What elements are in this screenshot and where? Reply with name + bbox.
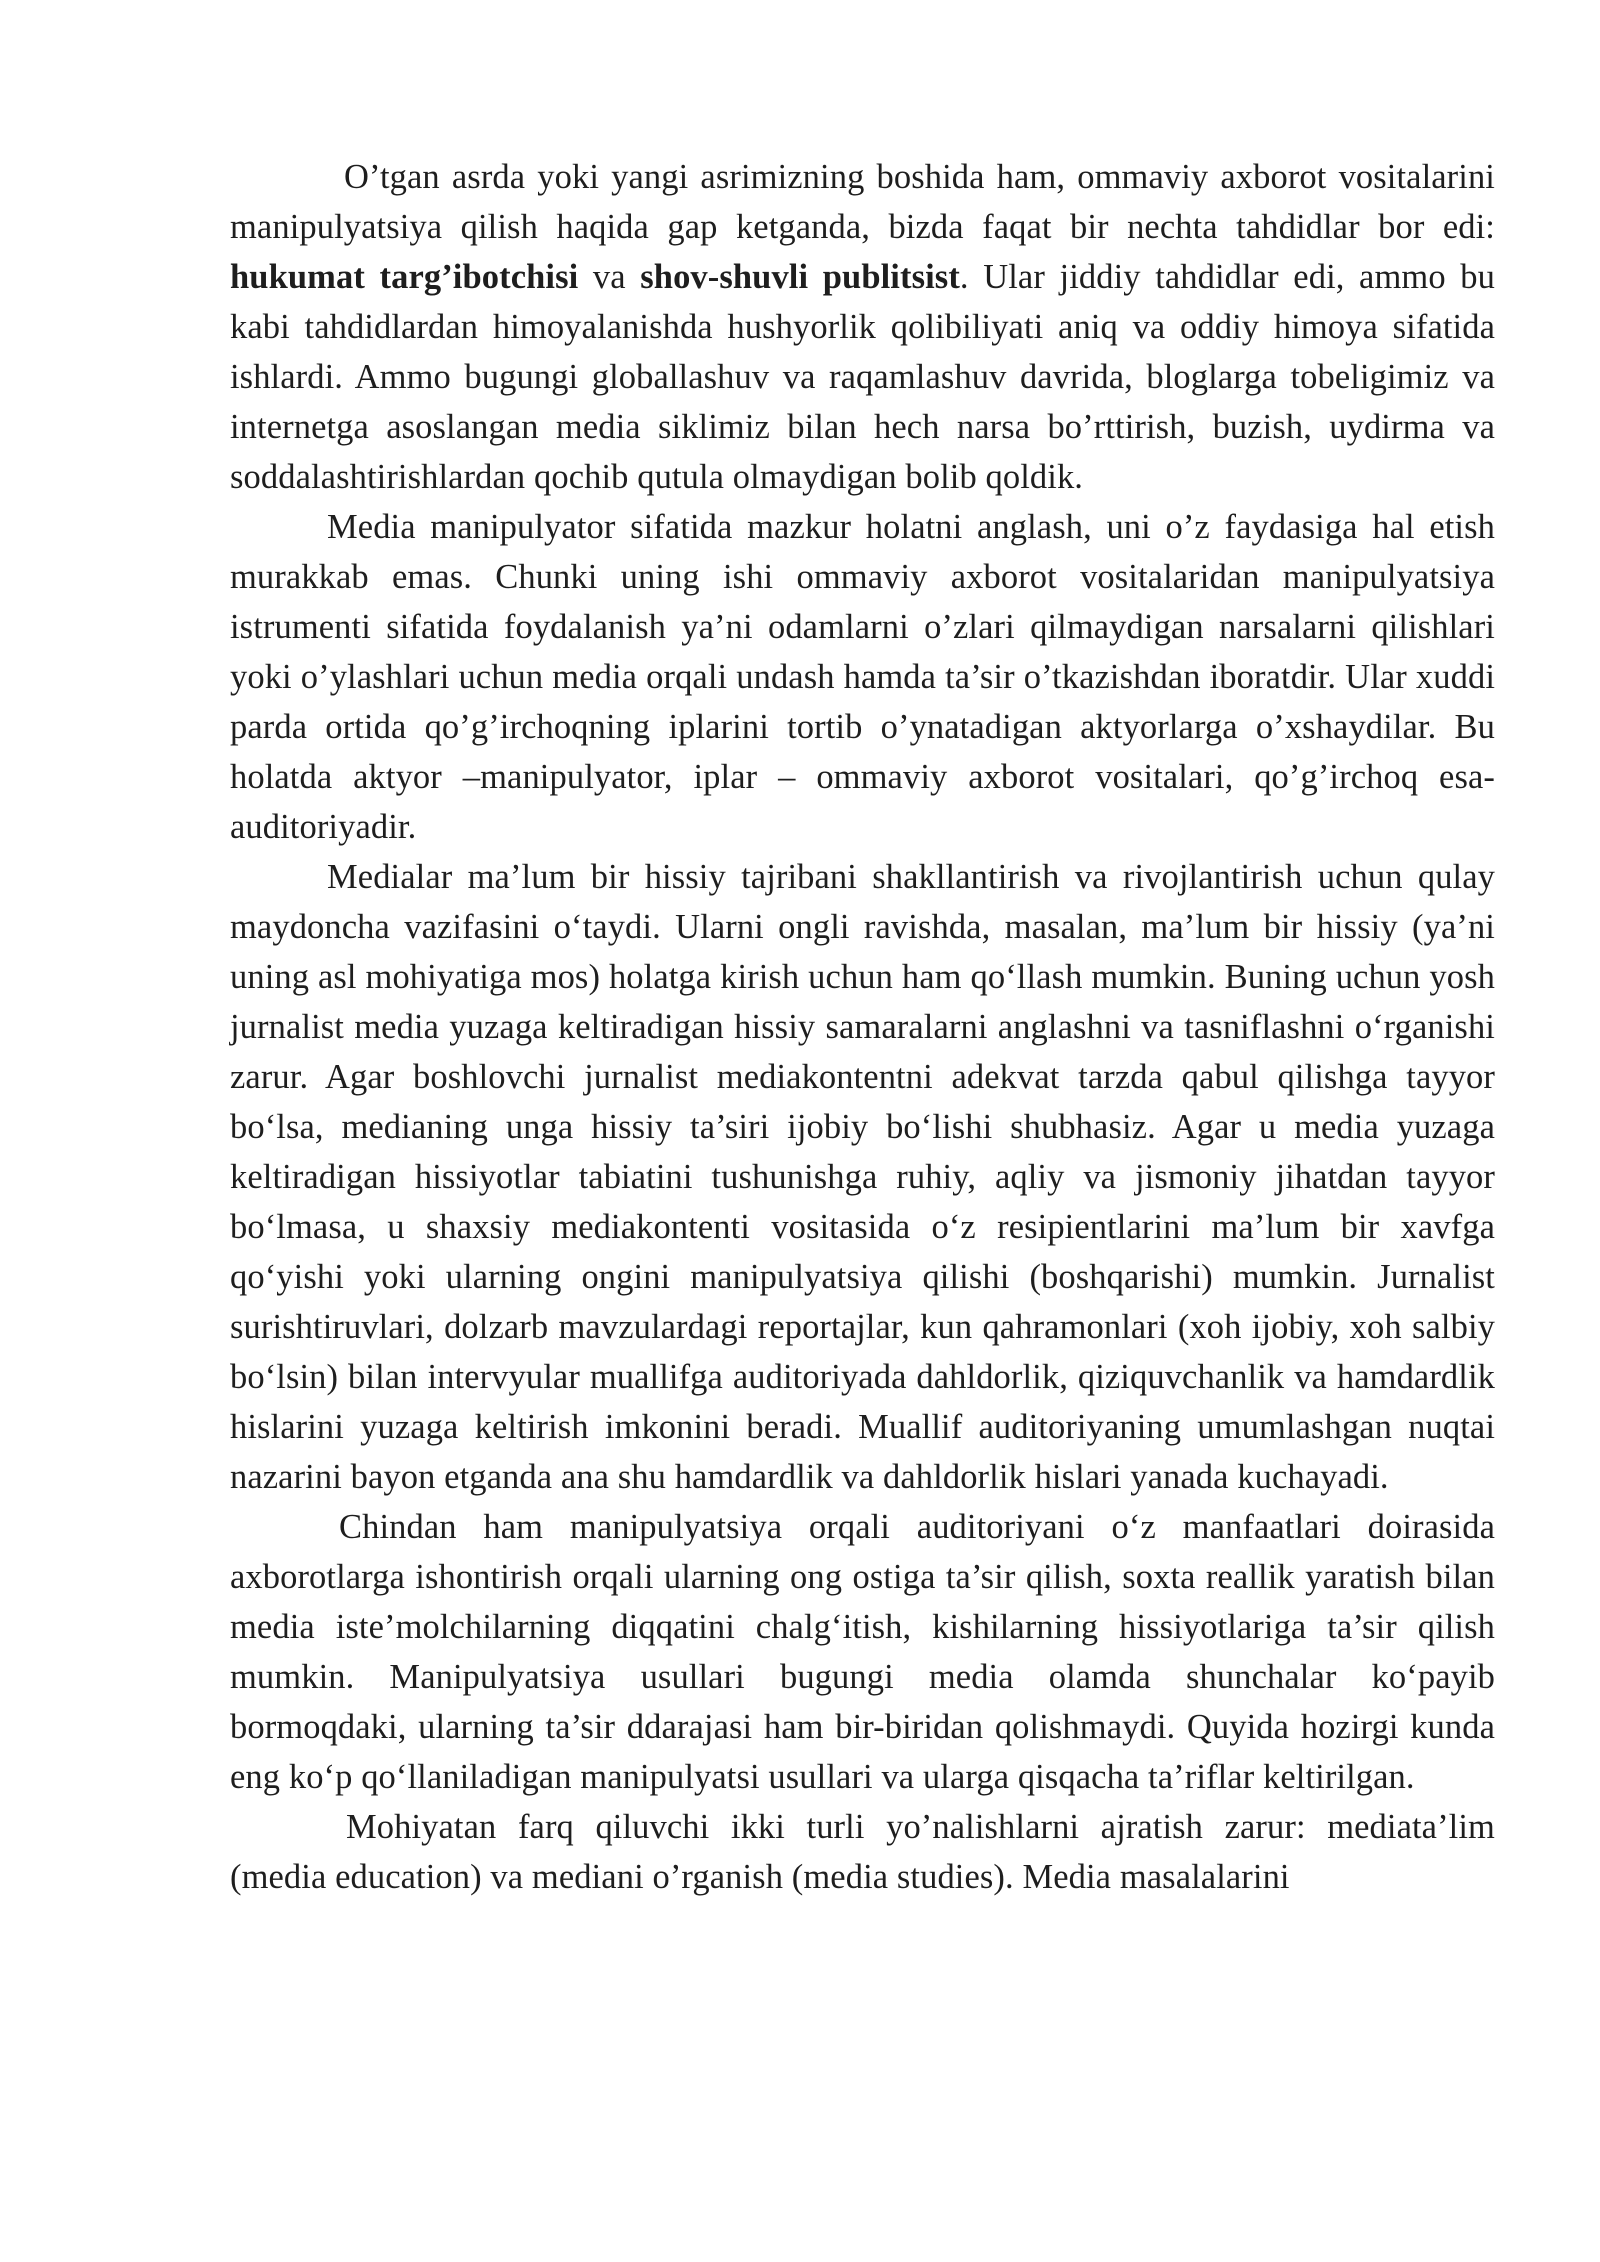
bold-term-government-propagandist: hukumat targ’ibotchisi — [230, 258, 579, 296]
bold-term-sensational-publicist: shov-shuvli publitsist — [640, 258, 960, 296]
paragraph-1-text-end: . Ular jiddiy tahdidlar edi, ammo bu kabi tahdidlardan himoyalanishda hushyorlik qolibiliyati aniq va oddiy himoya sifatida ishlardi. Ammo bugungi globallashuv va raqamlashuv davrida, bloglarga tobeligimiz va internetga asoslangan media siklimiz bilan hech narsa bo’rttirish, buzish, uydirma va soddalashtirishlardan qochib qutula olmaydigan bolib qoldik. — [230, 258, 1495, 496]
paragraph-1-text-start: O’tgan asrda yoki yangi asrimizning boshida ham, ommaviy axborot vositalarini manipulyatsiya qilish haqida gap ketganda, bizda faqat bir nechta tahdidlar bor edi: — [230, 158, 1495, 246]
paragraph-4: Chindan ham manipulyatsiya orqali auditoriyani o‘z manfaatlari doirasida axborotlarga ishontirish orqali ularning ong ostiga ta’sir qilish, soxta reallik yaratish bilan media iste’molchilarning diqqatini chalg‘itish, kishilarning hissiyotlariga ta’sir qilish mumkin. Manipulyatsiya usullari bugungi media olamda shunchalar ko‘payib bormoqdaki, ularning ta’sir ddarajasi ham bir-biridan qolishmaydi. Quyida hozirgi kunda eng ko‘p qo‘llaniladigan manipulyatsi usullari va ularga qisqacha ta’riflar keltirilgan. — [230, 1508, 1495, 1796]
paragraph-3: Medialar ma’lum bir hissiy tajribani shakllantirish va rivojlantirish uchun qulay maydoncha vazifasini o‘taydi. Ularni ongli ravishda, masalan, ma’lum bir hissiy (ya’ni uning asl mohiyatiga mos) holatga kirish uchun ham qo‘llash mumkin. Buning uchun yosh jurnalist media yuzaga keltiradigan hissiy samaralarni anglashni va tasniflashni o‘rganishi zarur. Agar boshlovchi jurnalist mediakontentni adekvat tarzda qabul qilishga tayyor bo‘lsa, medianing unga hissiy ta’siri ijobiy bo‘lishi shubhasiz. Agar u media yuzaga keltiradigan hissiyotlar tabiatini tushunishga ruhiy, aqliy va jismoniy jihatdan tayyor bo‘lmasa, u shaxsiy mediakontenti vositasida o‘z resipientlarini ma’lum bir xavfga qo‘yishi yoki ularning ongini manipulyatsiya qilishi (boshqarishi) mumkin. Jurnalist surishtiruvlari, dolzarb mavzulardagi reportajlar, kun qahramonlari (xoh ijobiy, xoh salbiy bo‘lsin) bilan intervyular muallifga auditoriyada dahldorlik, qiziquvchanlik va hamdardlik hislarini yuzaga keltirish imkonini beradi. Muallif auditoriyaning umumlashgan nuqtai nazarini bayon etganda ana shu hamdardlik va dahldorlik hislari yanada kuchayadi. — [230, 858, 1495, 1496]
paragraph-1 — [230, 152, 1495, 502]
document-page — [230, 152, 1495, 1902]
paragraph-1-conjunction: va — [578, 258, 641, 296]
paragraph-5: Mohiyatan farq qiluvchi ikki turli yo’nalishlarni ajratish zarur: mediata’lim (media education) va mediani o’rganish (media studies). Media masalalarini — [230, 1808, 1495, 1896]
paragraph-2: Media manipulyator sifatida mazkur holatni anglash, uni o’z faydasiga hal etish murakkab emas. Chunki uning ishi ommaviy axborot vositalaridan manipulyatsiya istrumenti sifatida foydalanish ya’ni odamlarni o’zlari qilmaydigan narsalarni qilishlari yoki o’ylashlari uchun media orqali undash hamda ta’sir o’tkazishdan iboratdir. Ular xuddi parda ortida qo’g’irchoqning iplarini tortib o’ynatadigan aktyorlarga o’xshaydilar. Bu holatda aktyor –manipulyator, iplar – ommaviy axborot vositalari, qo’g’irchoq esa- auditoriyadir. — [230, 508, 1495, 846]
